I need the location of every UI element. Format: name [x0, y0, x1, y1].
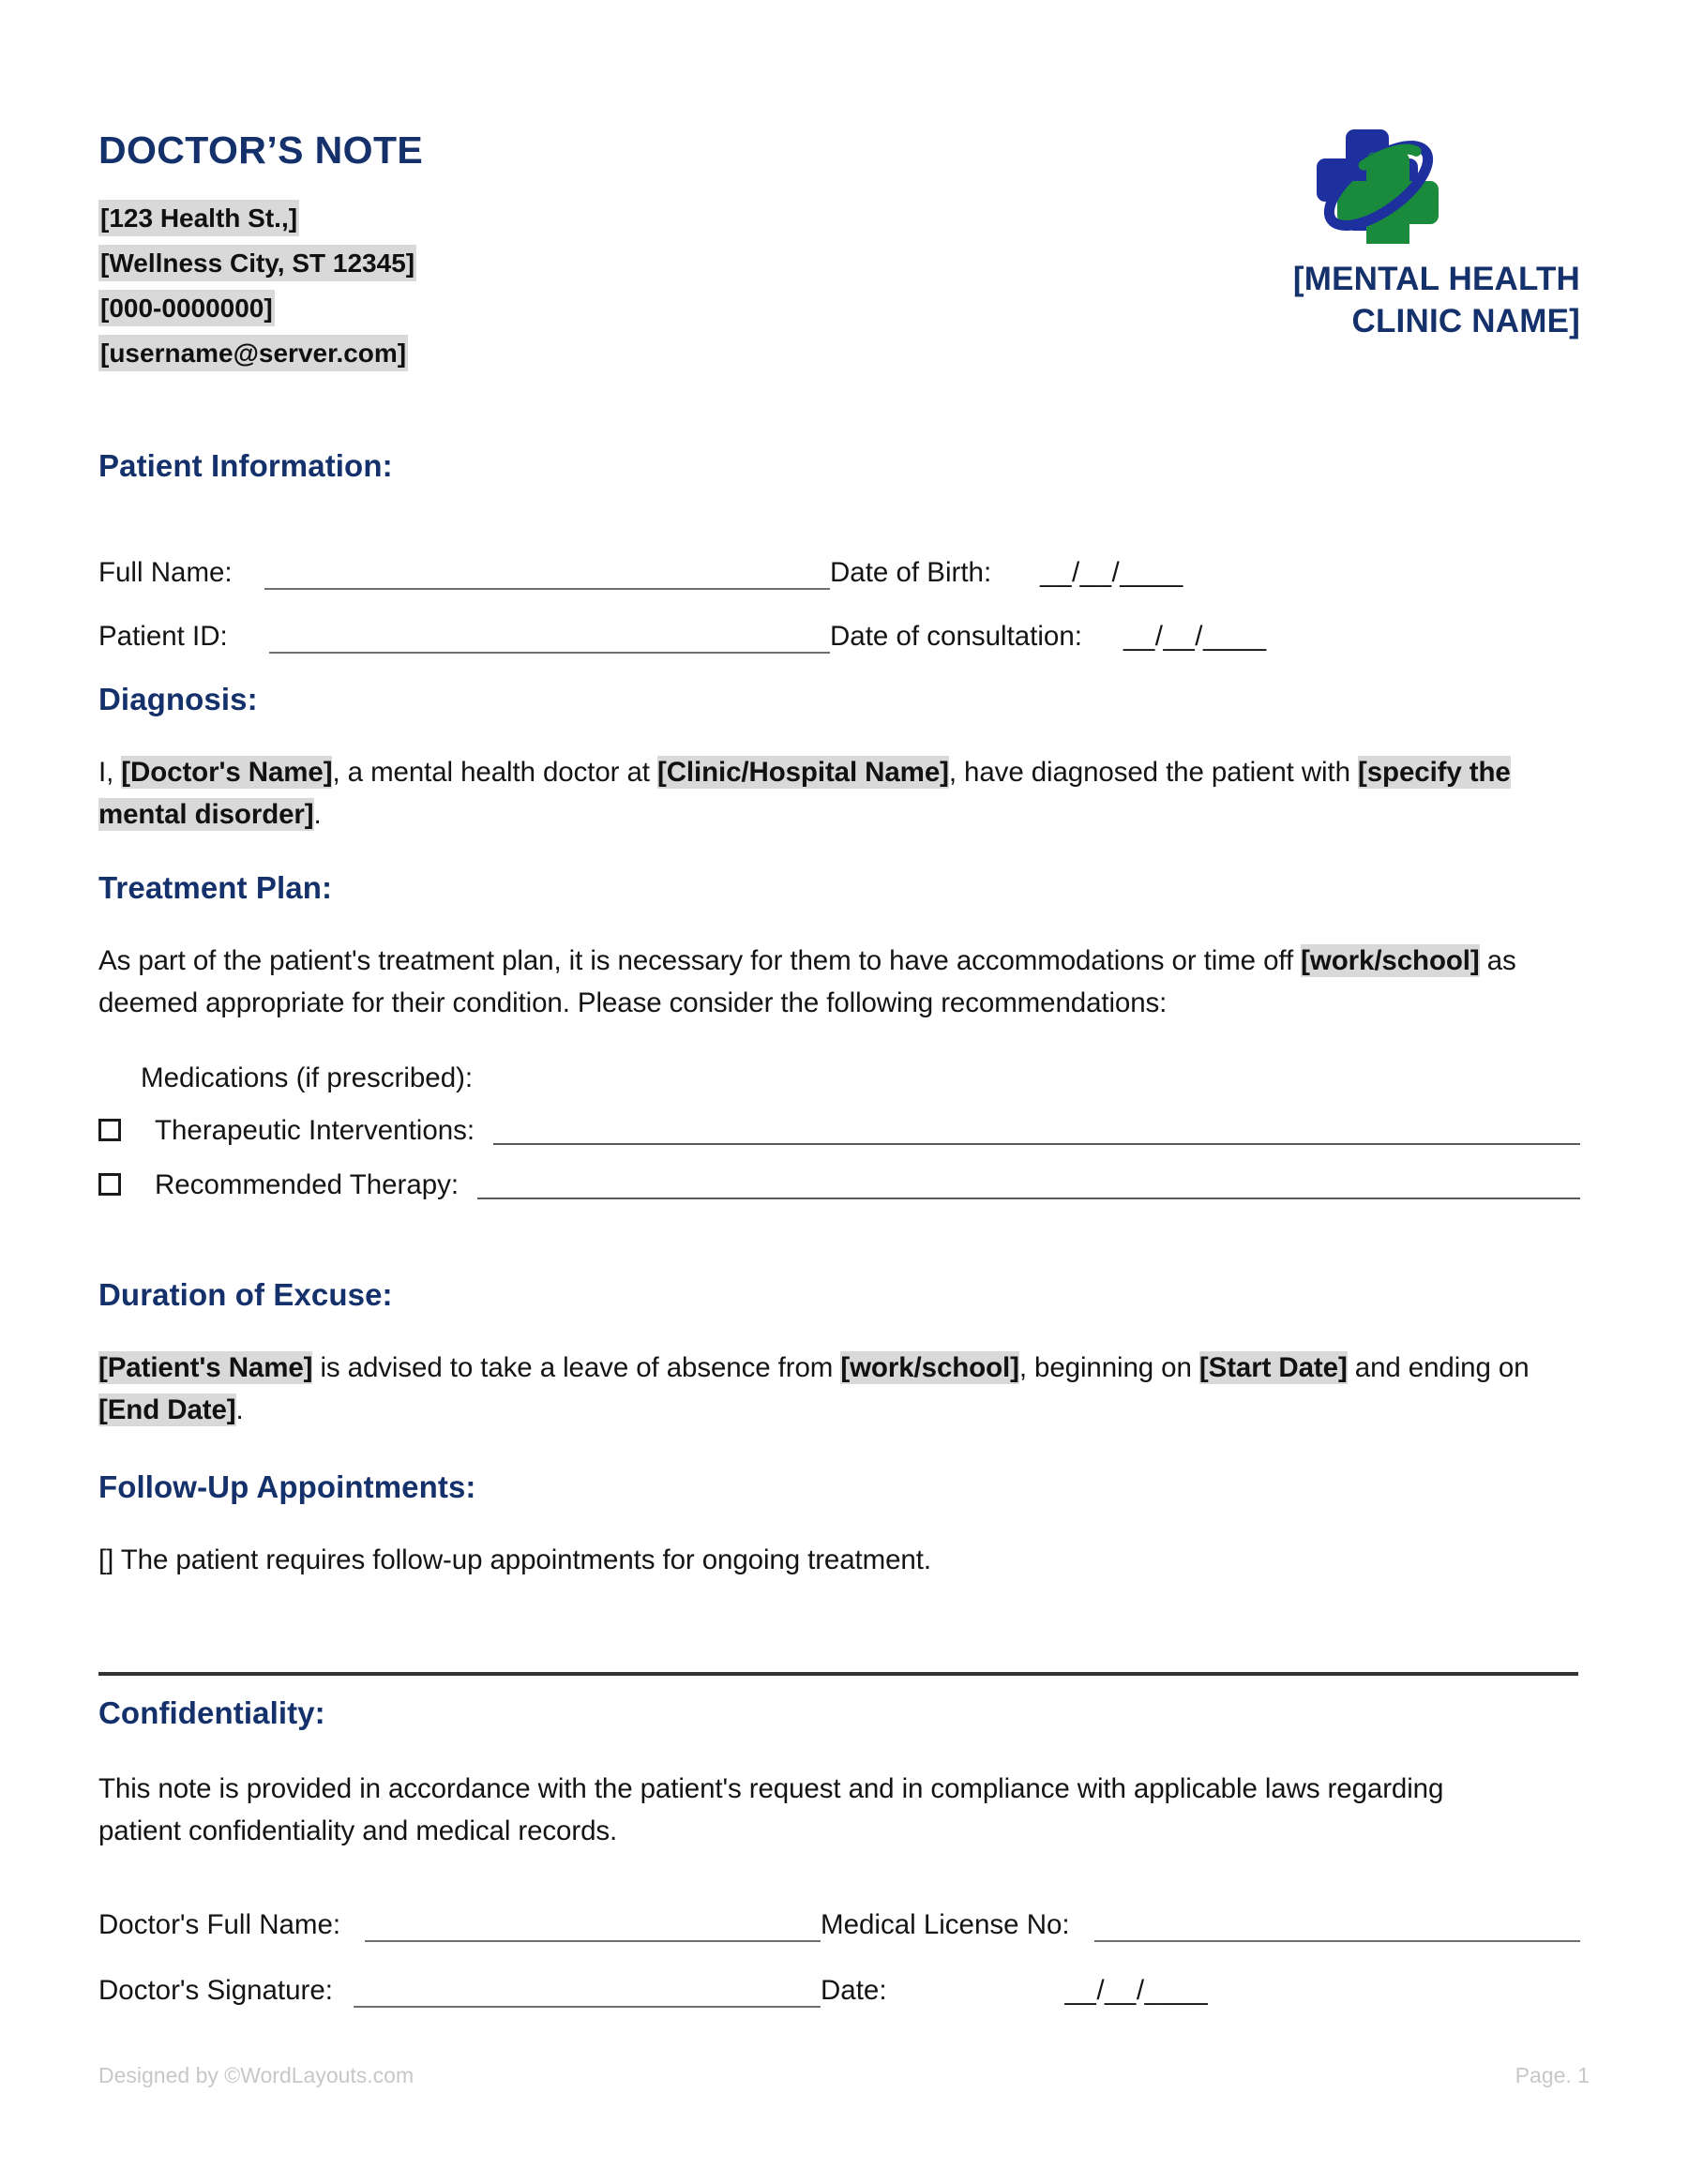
address-city-state-zip: [Wellness City, ST 12345]	[98, 245, 416, 281]
follow-up-paragraph: [] The patient requires follow-up appointments for ongoing treatment.	[98, 1544, 931, 1575]
medications-label: Medications (if prescribed):	[141, 1062, 474, 1093]
footer-page-number: Page. 1	[1515, 2063, 1590, 2087]
diagnosis-text-1: I,	[98, 757, 122, 788]
duration-field-patient-name[interactable]: [Patient's Name]	[98, 1352, 313, 1383]
page-footer	[98, 2063, 1590, 2088]
therapeutic-interventions-input[interactable]	[493, 1143, 1580, 1145]
treatment-text-1: As part of the patient's treatment plan, it is necessary for them to have accommodations or time off	[98, 945, 1302, 976]
medical-license-label: Medical License No:	[821, 1909, 1070, 1940]
checkbox-row-recommended-therapy[interactable]	[98, 1169, 1580, 1203]
confidentiality-paragraph: This note is provided in accordance with the patient's request and in compliance with applicable laws regarding patient confidentiality and medical records.	[98, 1773, 1444, 1846]
section-confidentiality	[98, 1695, 1580, 1880]
section-divider	[98, 1672, 1578, 1676]
duration-text-4: .	[235, 1393, 244, 1425]
clinic-name-line1: [MENTAL HEALTH	[1292, 261, 1580, 297]
section-follow-up	[98, 1469, 1580, 1609]
checkbox-icon[interactable]	[98, 1173, 121, 1196]
therapeutic-interventions-label: Therapeutic Interventions:	[155, 1114, 475, 1146]
recommended-therapy-label: Recommended Therapy:	[155, 1168, 460, 1200]
section-heading-confidentiality: Confidentiality:	[98, 1695, 325, 1730]
checkbox-row-therapeutic-interventions[interactable]	[98, 1115, 1580, 1149]
diagnosis-field-clinic-name[interactable]: [Clinic/Hospital Name]	[656, 757, 949, 788]
clinic-name	[1177, 259, 1580, 343]
diagnosis-field-disorder[interactable]: [specify the mental disorder]	[98, 757, 1511, 830]
section-heading-treatment-plan: Treatment Plan:	[98, 870, 333, 905]
date-of-birth-input[interactable]: __/__/____	[1040, 557, 1183, 588]
diagnosis-text-4: .	[313, 798, 322, 830]
signature-date-input[interactable]: __/__/____	[1064, 1975, 1209, 2006]
medications-row	[98, 1062, 1580, 1094]
address-phone: [000-0000000]	[98, 290, 275, 326]
section-diagnosis	[98, 682, 1580, 864]
duration-field-work-school[interactable]: [work/school]	[840, 1352, 1019, 1383]
treatment-plan-paragraph	[98, 941, 1580, 1025]
section-heading-duration-of-excuse: Duration of Excuse:	[98, 1277, 393, 1312]
footer-credit: Designed by ©WordLayouts.com	[98, 2063, 414, 2087]
signature-date-label: Date:	[821, 1975, 887, 2006]
date-of-birth-label: Date of Birth:	[830, 557, 992, 588]
treatment-text-2: as deemed appropriate for their condition. Please consider the following recommendations:	[98, 945, 1516, 1018]
section-heading-diagnosis: Diagnosis:	[98, 682, 258, 716]
treatment-field-work-school[interactable]: [work/school]	[1301, 945, 1480, 976]
clinic-name-line2: CLINIC NAME]	[1351, 302, 1580, 339]
full-name-label: Full Name:	[98, 557, 233, 588]
diagnosis-text-3: , have diagnosed the patient with	[948, 757, 1358, 788]
doctor-full-name-input[interactable]	[365, 1940, 821, 1942]
address-street: [123 Health St.,]	[98, 200, 299, 236]
date-of-consultation-label: Date of consultation:	[830, 621, 1082, 652]
patient-information-fields	[98, 530, 1580, 657]
date-of-consultation-input[interactable]: __/__/____	[1123, 621, 1267, 652]
section-heading-patient-information: Patient Information:	[98, 448, 393, 483]
clinic-logo-block	[1177, 124, 1580, 343]
patient-id-input[interactable]	[269, 652, 830, 654]
duration-text-2: , beginning on	[1018, 1352, 1199, 1383]
page-title: DOCTOR’S NOTE	[98, 128, 424, 172]
signature-row	[98, 1946, 1580, 2011]
checkbox-icon[interactable]	[98, 1119, 121, 1141]
medical-license-input[interactable]	[1094, 1940, 1580, 1942]
signature-fields	[98, 1880, 1580, 2011]
diagnosis-text-2: , a mental health doctor at	[332, 757, 657, 788]
signature-row	[98, 1880, 1580, 1946]
duration-text-1: is advised to take a leave of absence from	[312, 1352, 841, 1383]
recommended-therapy-input[interactable]	[477, 1197, 1580, 1199]
duration-text-3: and ending on	[1347, 1352, 1530, 1383]
patient-id-label: Patient ID:	[98, 621, 228, 652]
doctor-signature-label: Doctor's Signature:	[98, 1975, 333, 2006]
section-heading-follow-up: Follow-Up Appointments:	[98, 1469, 476, 1504]
duration-field-start-date[interactable]: [Start Date]	[1198, 1352, 1348, 1383]
doctor-full-name-label: Doctor's Full Name:	[98, 1909, 341, 1940]
medical-cross-logo-icon	[1313, 124, 1444, 244]
doctor-signature-input[interactable]	[354, 2006, 821, 2008]
patient-info-row	[98, 594, 1580, 657]
diagnosis-paragraph	[98, 752, 1580, 836]
duration-paragraph	[98, 1348, 1580, 1432]
full-name-input[interactable]	[264, 588, 830, 590]
section-treatment-plan	[98, 870, 1580, 1203]
address-email: [username@server.com]	[98, 335, 408, 371]
diagnosis-field-doctor-name[interactable]: [Doctor's Name]	[121, 757, 333, 788]
duration-field-end-date[interactable]: [End Date]	[98, 1393, 236, 1425]
section-duration-of-excuse	[98, 1277, 1580, 1459]
patient-info-row	[98, 530, 1580, 594]
